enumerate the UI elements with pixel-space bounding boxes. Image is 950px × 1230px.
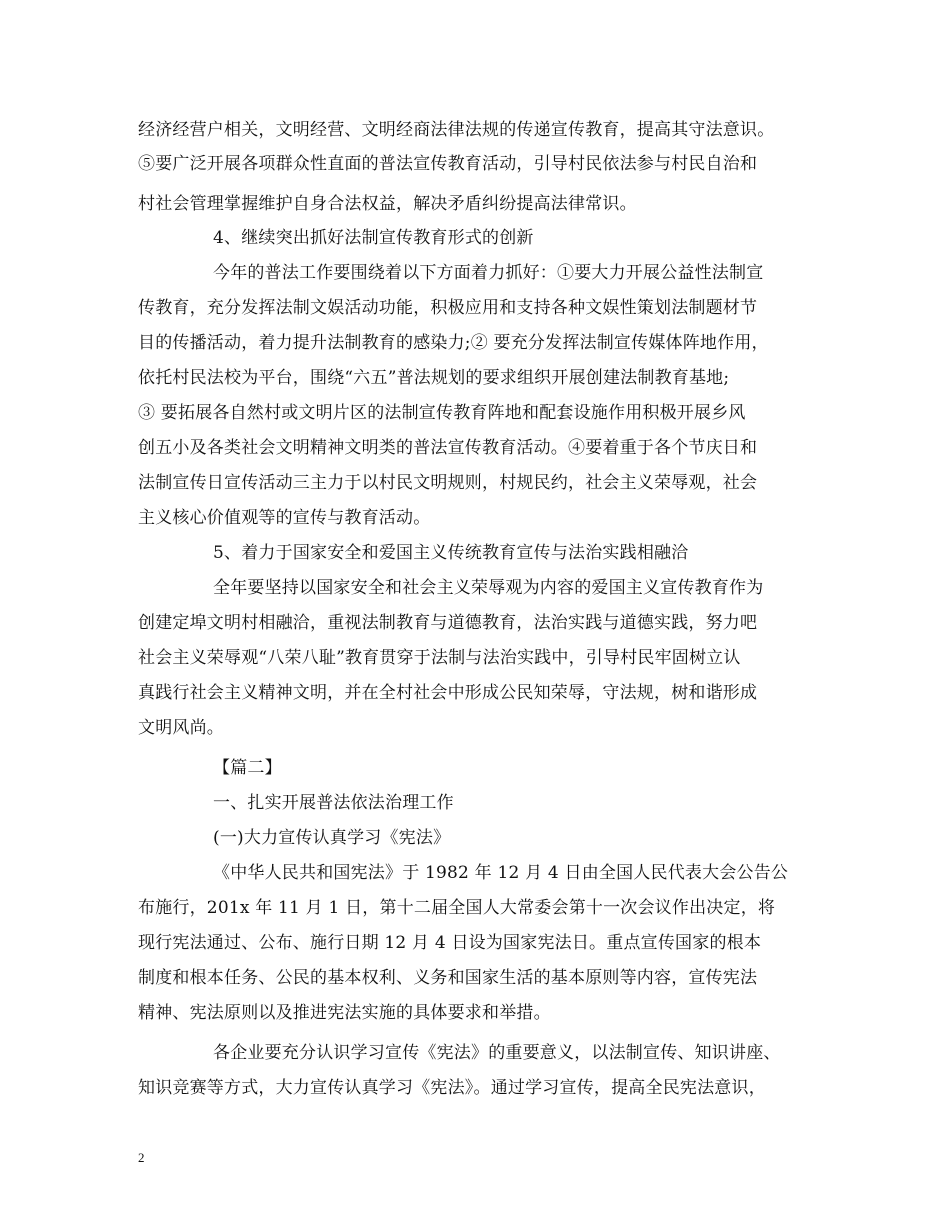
text-line: 今年的普法工作要围绕着以下方面着力抓好：①要大力开展公益性法制宣 [213, 263, 764, 283]
text-line: 目的传播活动，着力提升法制教育的感染力;② 要充分发挥法制宣传媒体阵地作用， [138, 333, 769, 353]
text-line: 制度和根本任务、公民的基本权利、义务和国家生活的基本原则等内容，宣传宪法 [138, 968, 758, 988]
text-line: 真践行社会主义精神文明，并在全村社会中形成公民知荣辱，守法规，树和谐形成 [138, 683, 758, 703]
text-line: 经济经营户相关，文明经营、文明经商法律法规的传递宣传教育，提高其守法意识。 [138, 120, 775, 140]
text-line: 全年要坚持以国家安全和社会主义荣辱观为内容的爱国主义宣传教育作为 [213, 578, 764, 598]
text-line: 传教育，充分发挥法制文娱活动功能，积极应用和支持各种文娱性策划法制题材节 [138, 298, 758, 318]
text-line: 布施行，201x 年 11 月 1 日，第十二届全国人大常委会第十一次会议作出决定，将 [138, 898, 776, 918]
text-line: ⑤要广泛开展各项群众性直面的普法宣传教育活动，引导村民依法参与村民自治和 [138, 154, 758, 174]
text-line: 依托村民法校为平台，围绕“六五”普法规划的要求组织开展创建法制教育基地; [138, 368, 730, 388]
text-line: 《中华人民共和国宪法》于 1982 年 12 月 4 日由全国人民代表大会公告公 [213, 863, 789, 883]
text-line: 各企业要充分认识学习宣传《宪法》的重要意义，以法制宣传、知识讲座、 [213, 1043, 781, 1063]
text-line: 村社会管理掌握维护自身合法权益，解决矛盾纠纷提高法律常识。 [138, 194, 637, 214]
section-heading: 一、扎实开展普法依法治理工作 [213, 793, 454, 813]
text-line: 现行宪法通过、公布、施行日期 12 月 4 日设为国家宪法日。重点宣传国家的根本 [138, 933, 762, 953]
text-line: 知识竞赛等方式，大力宣传认真学习《宪法》。通过学习宣传，提高全民宪法意识， [138, 1078, 766, 1098]
text-line: 法制宣传日宣传活动三主力于以村民文明规则，村规民约，社会主义荣辱观，社会 [138, 473, 758, 493]
part-heading: 【篇二】 [213, 758, 282, 778]
text-line: 文明风尚。 [138, 718, 224, 738]
text-line: 创五小及各类社会文明精神文明类的普法宣传教育活动。④要着重于各个节庆日和 [138, 438, 758, 458]
text-line: 创建定埠文明村相融洽，重视法制教育与道德教育，法治实践与道德实践，努力吧 [138, 613, 758, 633]
page-number: 2 [138, 1150, 145, 1165]
section-heading: 5、着力于国家安全和爱国主义传统教育宣传与法治实践相融洽 [213, 543, 689, 563]
section-heading: 4、继续突出抓好法制宣传教育形式的创新 [213, 228, 534, 248]
text-line: 主义核心价值观等的宣传与教育活动。 [138, 508, 431, 528]
text-line: 社会主义荣辱观“八荣八耻”教育贯穿于法制与法治实践中，引导村民牢固树立认 [138, 648, 741, 668]
subsection-heading: (一)大力宣传认真学习《宪法》 [213, 828, 451, 848]
text-line: ③ 要拓展各自然村或文明片区的法制宣传教育阵地和配套设施作用积极开展乡风 [138, 403, 746, 423]
text-line: 精神、宪法原则以及推进宪法实施的具体要求和举措。 [138, 1003, 551, 1023]
